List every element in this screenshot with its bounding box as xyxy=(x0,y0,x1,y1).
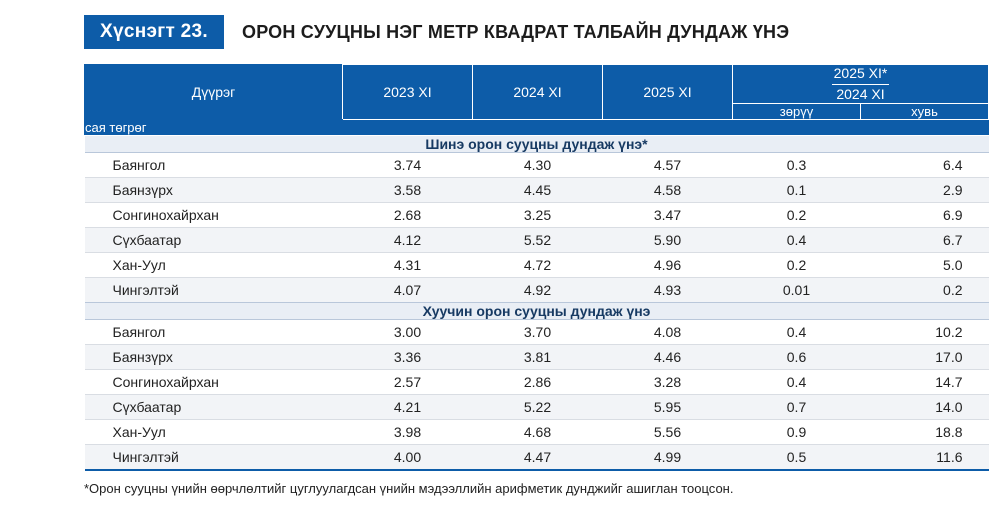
row-diff: 0.9 xyxy=(733,420,861,445)
row-pct: 10.2 xyxy=(861,320,989,345)
table-number-badge: Хүснэгт 23. xyxy=(84,15,224,49)
table-row xyxy=(85,253,989,278)
row-2025: 4.99 xyxy=(603,445,733,471)
row-pct: 5.0 xyxy=(861,253,989,278)
section-label-old: Хуучин орон сууцны дундаж үнэ xyxy=(85,303,989,320)
header-ratio-pct: хувь xyxy=(861,104,989,120)
row-2024: 3.25 xyxy=(473,203,603,228)
row-district: Сүхбаатар xyxy=(85,395,343,420)
header-ratio-denominator: 2024 XI xyxy=(836,85,885,102)
row-2023: 3.98 xyxy=(343,420,473,445)
row-2023: 3.36 xyxy=(343,345,473,370)
row-diff: 0.4 xyxy=(733,320,861,345)
row-2024: 4.92 xyxy=(473,278,603,303)
row-district: Баянзүрх xyxy=(85,178,343,203)
row-2023: 3.74 xyxy=(343,153,473,178)
row-2024: 5.22 xyxy=(473,395,603,420)
row-pct: 14.0 xyxy=(861,395,989,420)
row-2023: 4.07 xyxy=(343,278,473,303)
section-header-new xyxy=(85,136,989,153)
row-district: Сонгинохайрхан xyxy=(85,370,343,395)
row-2023: 4.21 xyxy=(343,395,473,420)
row-district: Сүхбаатар xyxy=(85,228,343,253)
row-2025: 3.47 xyxy=(603,203,733,228)
section-header-old xyxy=(85,303,989,320)
row-2024: 3.81 xyxy=(473,345,603,370)
row-pct: 14.7 xyxy=(861,370,989,395)
table-container xyxy=(84,64,988,471)
header-ratio xyxy=(733,65,989,104)
table-head xyxy=(85,65,989,136)
row-2023: 2.57 xyxy=(343,370,473,395)
row-2025: 4.93 xyxy=(603,278,733,303)
row-diff: 0.7 xyxy=(733,395,861,420)
table-row xyxy=(85,228,989,253)
row-2024: 4.72 xyxy=(473,253,603,278)
header-2024: 2024 XI xyxy=(473,65,603,120)
header-ratio-numerator: 2025 XI* xyxy=(832,65,890,85)
table-row xyxy=(85,153,989,178)
table-row xyxy=(85,445,989,471)
title-row xyxy=(0,0,1000,46)
row-2025: 5.95 xyxy=(603,395,733,420)
row-diff: 0.2 xyxy=(733,253,861,278)
row-district: Сонгинохайрхан xyxy=(85,203,343,228)
table-row xyxy=(85,345,989,370)
header-unit: сая төгрөг xyxy=(85,120,989,136)
row-2024: 4.47 xyxy=(473,445,603,471)
table-row xyxy=(85,420,989,445)
row-pct: 17.0 xyxy=(861,345,989,370)
table-row xyxy=(85,320,989,345)
row-2024: 2.86 xyxy=(473,370,603,395)
header-2025: 2025 XI xyxy=(603,65,733,120)
row-pct: 2.9 xyxy=(861,178,989,203)
row-2024: 5.52 xyxy=(473,228,603,253)
footnote: *Орон сууцны үнийн өөрчлөлтийг цуглуулагдсан үнийн мэдээллийн арифметик дунджийг ашиглан тооцсон. xyxy=(84,481,734,496)
table-body xyxy=(85,136,989,471)
row-pct: 6.4 xyxy=(861,153,989,178)
row-district: Хан-Уул xyxy=(85,420,343,445)
price-table xyxy=(84,64,989,471)
row-2025: 3.28 xyxy=(603,370,733,395)
row-2025: 4.57 xyxy=(603,153,733,178)
row-diff: 0.4 xyxy=(733,370,861,395)
row-diff: 0.3 xyxy=(733,153,861,178)
row-diff: 0.5 xyxy=(733,445,861,471)
row-district: Чингэлтэй xyxy=(85,445,343,471)
row-pct: 6.7 xyxy=(861,228,989,253)
header-district: Дүүрэг xyxy=(85,65,343,120)
table-row xyxy=(85,178,989,203)
header-2023: 2023 XI xyxy=(343,65,473,120)
row-diff: 0.4 xyxy=(733,228,861,253)
table-row xyxy=(85,203,989,228)
row-2023: 2.68 xyxy=(343,203,473,228)
row-pct: 0.2 xyxy=(861,278,989,303)
row-district: Баянгол xyxy=(85,320,343,345)
row-pct: 11.6 xyxy=(861,445,989,471)
page-title: ОРОН СУУЦНЫ НЭГ МЕТР КВАДРАТ ТАЛБАЙН ДУНДАЖ ҮНЭ xyxy=(242,21,790,42)
row-district: Баянгол xyxy=(85,153,343,178)
row-district: Чингэлтэй xyxy=(85,278,343,303)
row-2025: 4.58 xyxy=(603,178,733,203)
row-2025: 4.08 xyxy=(603,320,733,345)
row-2023: 3.58 xyxy=(343,178,473,203)
row-2023: 4.31 xyxy=(343,253,473,278)
row-district: Баянзүрх xyxy=(85,345,343,370)
row-2025: 5.56 xyxy=(603,420,733,445)
row-diff: 0.2 xyxy=(733,203,861,228)
row-pct: 18.8 xyxy=(861,420,989,445)
row-2023: 3.00 xyxy=(343,320,473,345)
row-2025: 5.90 xyxy=(603,228,733,253)
header-ratio-diff: зөрүү xyxy=(733,104,861,120)
row-2025: 4.46 xyxy=(603,345,733,370)
header-row-1 xyxy=(85,65,989,104)
row-district: Хан-Уул xyxy=(85,253,343,278)
row-2023: 4.12 xyxy=(343,228,473,253)
row-2025: 4.96 xyxy=(603,253,733,278)
table-row xyxy=(85,278,989,303)
row-2024: 4.68 xyxy=(473,420,603,445)
row-diff: 0.6 xyxy=(733,345,861,370)
row-diff: 0.01 xyxy=(733,278,861,303)
row-2024: 4.30 xyxy=(473,153,603,178)
row-diff: 0.1 xyxy=(733,178,861,203)
header-row-unit xyxy=(85,120,989,136)
table-row xyxy=(85,395,989,420)
section-label-new: Шинэ орон сууцны дундаж үнэ* xyxy=(85,136,989,153)
table-row xyxy=(85,370,989,395)
row-2024: 3.70 xyxy=(473,320,603,345)
row-2023: 4.00 xyxy=(343,445,473,471)
row-pct: 6.9 xyxy=(861,203,989,228)
row-2024: 4.45 xyxy=(473,178,603,203)
